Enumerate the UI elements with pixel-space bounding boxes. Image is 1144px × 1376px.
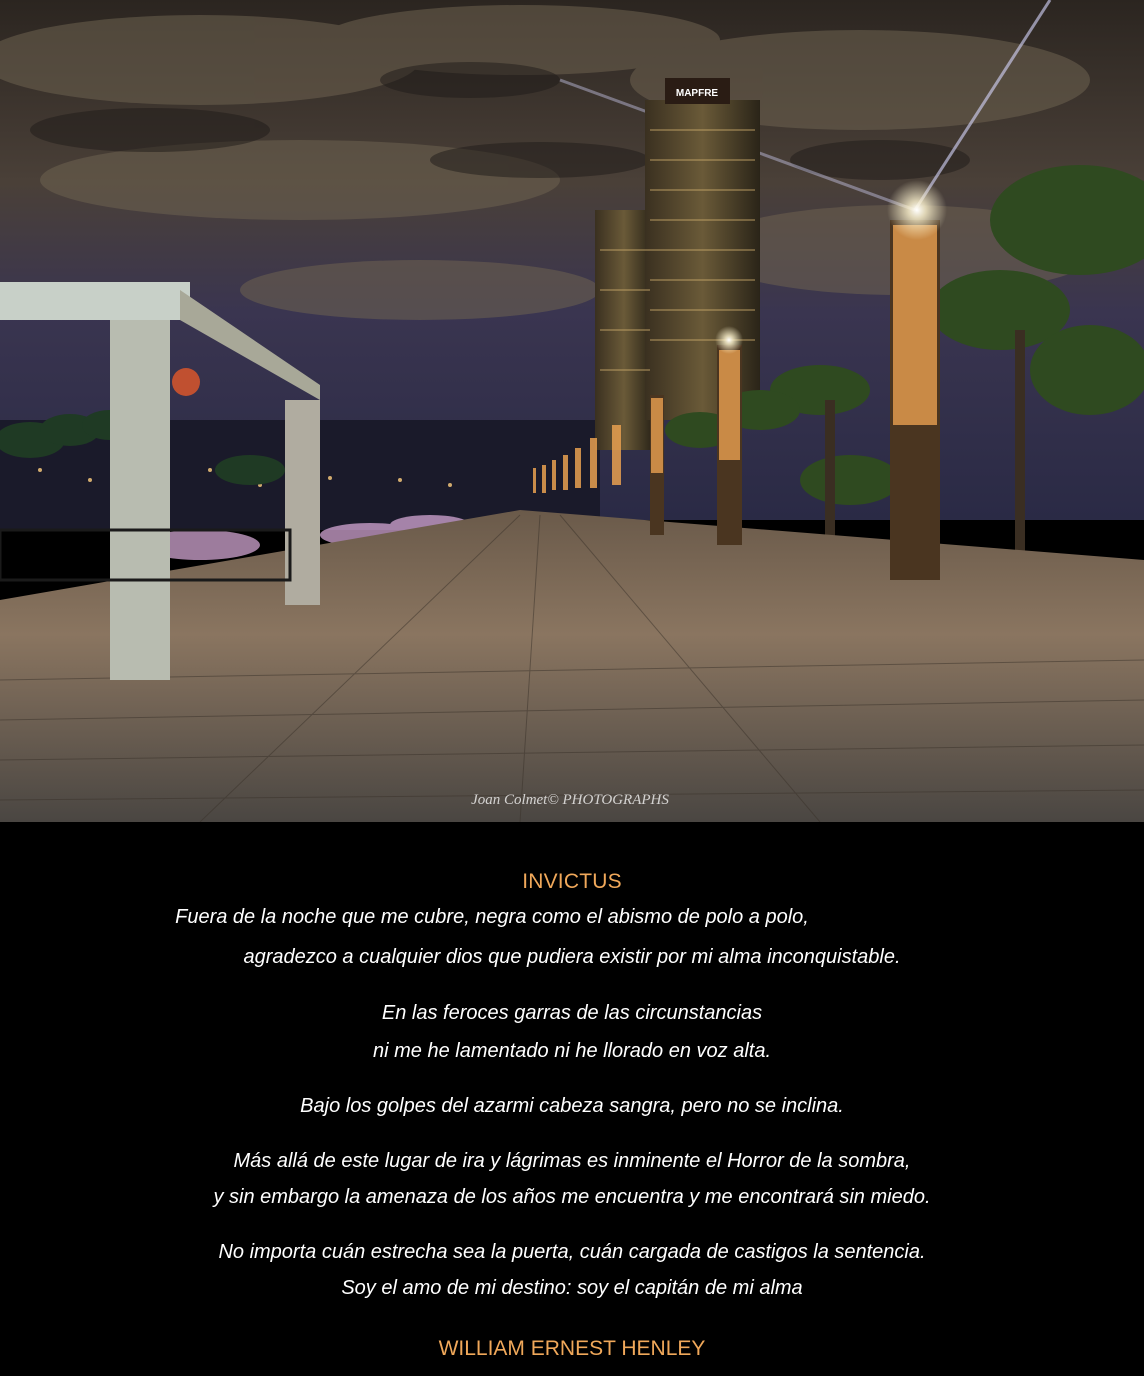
poem-line-4: ni me he lamentado ni he llorado en voz alta.	[372, 1040, 772, 1062]
poem-panel	[0, 822, 1144, 1376]
photo-watermark: Joan Colmet© PHOTOGRAPHS	[471, 792, 669, 808]
poem-line-1: Fuera de la noche que me cubre, negra como el abismo de polo a polo,	[175, 906, 809, 928]
poem-line-3: En las feroces garras de las circunstancias	[381, 1002, 763, 1024]
poem-author: WILLIAM ERNEST HENLEY	[438, 1337, 706, 1360]
poem-title: INVICTUS	[522, 870, 622, 893]
poem-line-9: Soy el amo de mi destino: soy el capitán de mi alma	[341, 1277, 803, 1299]
poem-line-2: agradezco a cualquier dios que pudiera existir por mi alma inconquistable.	[243, 946, 901, 968]
poem-line-5: Bajo los golpes del azarmi cabeza sangra, pero no se inclina.	[300, 1095, 844, 1117]
poem-line-7: y sin embargo la amenaza de los años me encuentra y me encontrará sin miedo.	[213, 1186, 931, 1208]
poem-line-8: No importa cuán estrecha sea la puerta, cuán cargada de castigos la sentencia.	[218, 1241, 926, 1263]
poem-line-6: Más allá de este lugar de ira y lágrimas es inminente el Horror de la sombra,	[233, 1150, 911, 1172]
tower-sign: MAPFRE	[675, 88, 719, 99]
